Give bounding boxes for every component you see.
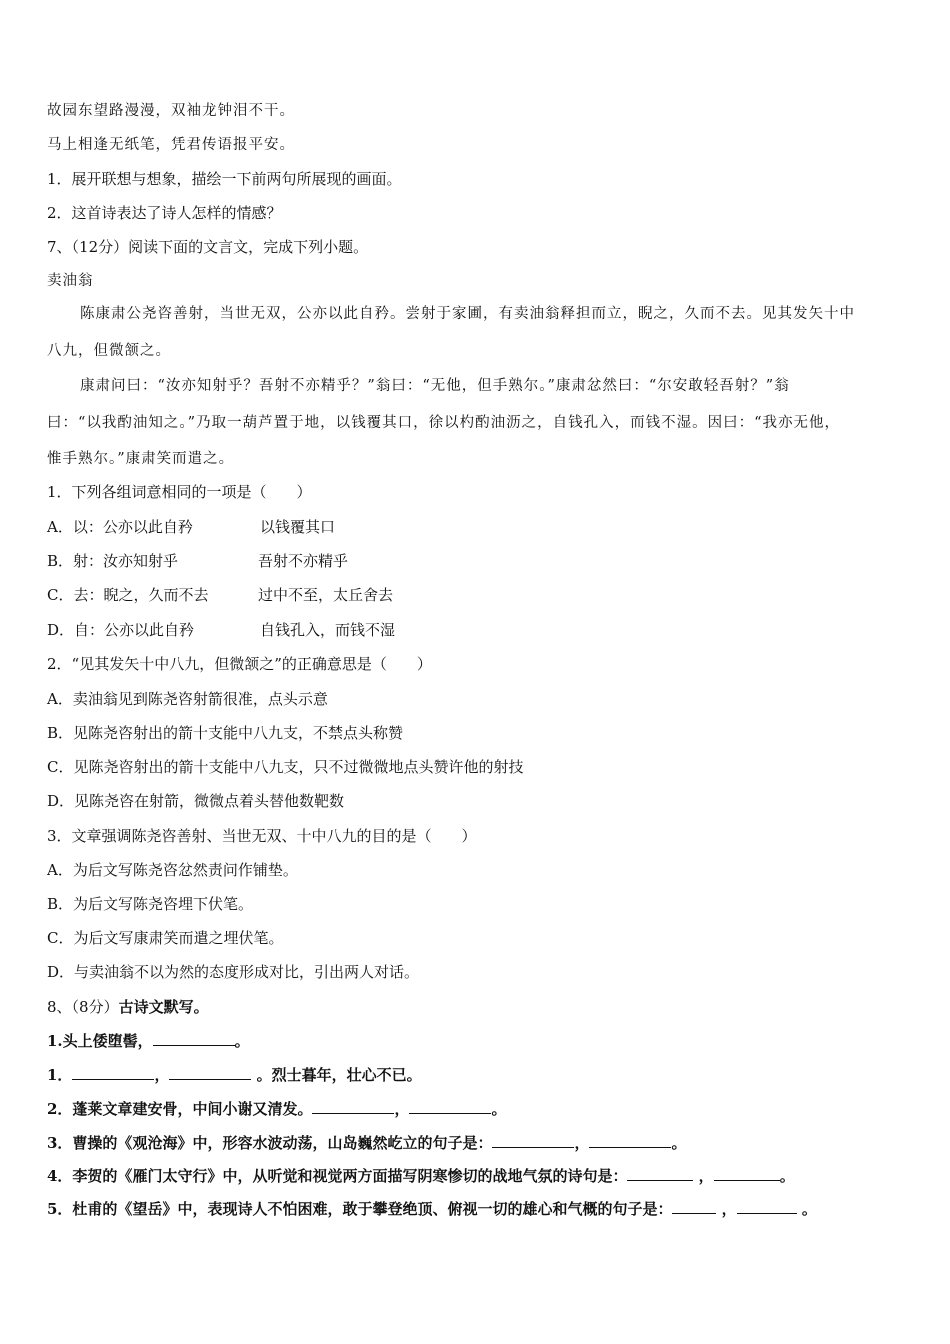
choice-option[interactable] [47, 585, 394, 605]
choice-option[interactable]: D．与卖油翁不以为然的态度形成对比，引出两人对话。 [47, 963, 420, 981]
choice-text: C．去：睨之，久而不去 [47, 586, 209, 604]
answer-blank[interactable] [737, 1199, 797, 1214]
choice-text: 过中不至，太丘舍去 [258, 586, 394, 604]
choice-text: 以钱覆其口 [260, 518, 336, 536]
question-8-heading [47, 997, 209, 1017]
choice-text: A．以：公亦以此自矜 [47, 518, 193, 536]
choice-option[interactable] [47, 551, 349, 571]
passage-paragraph: 惟手熟尔。”康肃笑而遣之。 [47, 451, 235, 467]
answer-blank[interactable] [627, 1166, 693, 1181]
poem-line: 故园东望路漫漫，双袖龙钟泪不干。 [47, 103, 295, 119]
passage-paragraph: 八九，但微颔之。 [47, 343, 171, 359]
choice-option[interactable]: D．见陈尧咨在射箭，微微点着头替他数靶数 [47, 792, 345, 810]
item-text: 1.头上倭堕髻， [47, 1032, 153, 1050]
sub-question-stem: 3．文章强调陈尧咨善射、当世无双、十中八九的目的是（ ） [47, 827, 477, 845]
choice-option[interactable] [47, 620, 396, 640]
choice-option[interactable]: C．为后文写康肃笑而遣之埋伏笔。 [47, 929, 284, 947]
item-text: 。 [671, 1134, 687, 1152]
answer-blank[interactable] [409, 1099, 491, 1114]
answer-blank[interactable] [714, 1166, 780, 1181]
answer-blank[interactable] [492, 1133, 574, 1148]
fill-in-item [47, 1099, 506, 1119]
choice-text: 吾射不亦精乎 [258, 552, 349, 570]
sub-question-stem: 2．“见其发矢十中八九，但微颔之”的正确意思是（ ） [47, 655, 432, 673]
fill-in-item [47, 1133, 686, 1153]
choice-option[interactable]: B．见陈尧咨射出的箭十支能中八九支，不禁点头称赞 [47, 724, 404, 742]
poem-question: 2．这首诗表达了诗人怎样的情感？ [47, 204, 282, 222]
choice-text: B．射：汝亦知射乎 [47, 552, 179, 570]
question-title: 古诗文默写。 [118, 998, 209, 1016]
poem-question: 1．展开联想与想象，描绘一下前两句所展现的画面。 [47, 170, 402, 188]
passage-paragraph: 曰：“以我酌油知之。”乃取一葫芦置于地，以钱覆其口，徐以杓酌油沥之，自钱孔入，而钱不湿。因曰：“我亦无他， [47, 415, 840, 431]
question-7-heading: 7、（12分）阅读下面的文言文，完成下列小题。 [47, 238, 369, 256]
item-text: 4．李贺的《雁门太守行》中，从听觉和视觉两方面描写阴寒惨切的战地气氛的诗句是： [47, 1167, 628, 1185]
item-text: 3．曹操的《观沧海》中，形容水波动荡，山岛巍然屹立的句子是： [47, 1134, 493, 1152]
item-text: ， [394, 1100, 410, 1118]
choice-text: 自钱孔入，而钱不湿 [260, 621, 396, 639]
fill-in-item [47, 1031, 250, 1051]
fill-in-item [47, 1065, 422, 1085]
item-text: 。 [779, 1167, 795, 1185]
passage-paragraph: 陈康肃公尧咨善射，当世无双，公亦以此自矜。尝射于家圃，有卖油翁释担而立，睨之，久而不去。见其发矢十中 [80, 306, 855, 322]
item-text: 2．蓬莱文章建安骨，中间小谢又清发。 [47, 1100, 313, 1118]
choice-option[interactable]: A．卖油翁见到陈尧咨射箭很准，点头示意 [47, 690, 328, 708]
answer-blank[interactable] [312, 1099, 394, 1114]
choice-option[interactable]: A．为后文写陈尧咨忿然责问作铺垫。 [47, 861, 298, 879]
item-text: 。 [234, 1032, 250, 1050]
item-text: 5．杜甫的《望岳》中，表现诗人不怕困难，敢于攀登绝顶、俯视一切的雄心和气概的句子是： [47, 1200, 673, 1218]
item-text: ， [154, 1066, 170, 1084]
answer-blank[interactable] [72, 1065, 154, 1080]
sub-question-stem: 1．下列各组词意相同的一项是（ ） [47, 483, 312, 501]
answer-blank[interactable] [153, 1031, 235, 1046]
fill-in-item [47, 1166, 795, 1186]
item-text: ， [574, 1134, 590, 1152]
choice-option[interactable]: B．为后文写陈尧咨埋下伏笔。 [47, 895, 254, 913]
question-number: 8、（8分） [47, 998, 119, 1016]
item-text: 。 [491, 1100, 507, 1118]
choice-option[interactable] [47, 517, 336, 537]
passage-title: 卖油翁 [47, 273, 94, 289]
choice-option[interactable]: C．见陈尧咨射出的箭十支能中八九支，只不过微微地点头赞许他的射技 [47, 758, 524, 776]
answer-blank[interactable] [169, 1065, 251, 1080]
passage-paragraph: 康肃问曰：“汝亦知射乎？吾射不亦精乎？”翁曰：“无他，但手熟尔。”康肃忿然曰：“尔安敢轻吾射？”翁 [80, 378, 790, 394]
item-text: 。 [796, 1200, 817, 1218]
item-text: 。烈士暮年，壮心不已。 [251, 1066, 422, 1084]
poem-line: 马上相逢无纸笔，凭君传语报平安。 [47, 137, 295, 153]
item-text: ， [716, 1200, 737, 1218]
item-text: ， [693, 1167, 714, 1185]
item-text: 1． [47, 1066, 73, 1084]
answer-blank[interactable] [672, 1199, 716, 1214]
fill-in-item [47, 1199, 817, 1219]
choice-text: D．自：公亦以此自矜 [47, 621, 195, 639]
answer-blank[interactable] [589, 1133, 671, 1148]
